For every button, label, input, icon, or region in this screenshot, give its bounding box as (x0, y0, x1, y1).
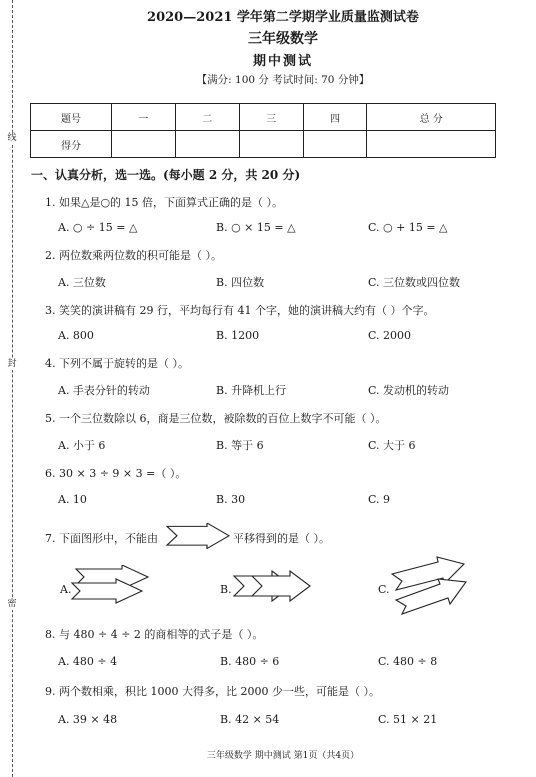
binding-margin (0, 0, 26, 777)
question-1: 1. 如果△是○的 15 倍，下面算式正确的是（ ）。 (45, 196, 284, 209)
score-table-header-row (31, 104, 496, 131)
exam-info: 【满分: 100 分 考试时间: 70 分钟】 (196, 74, 370, 86)
score-cell-total[interactable] (367, 131, 496, 158)
section-title: 一、认真分析，选一选。(每小题 2 分，共 20 分) (31, 168, 301, 182)
score-header-cell: 一 (112, 104, 176, 131)
q3-option-a[interactable]: A. 800 (58, 329, 94, 342)
score-row-label: 得分 (31, 131, 112, 158)
q7-option-c[interactable]: C. (378, 583, 390, 596)
exam-test-name: 期中测试 (252, 54, 313, 69)
question-3: 3. 笑笑的演讲稿有 29 行，平均每行有 41 个字，她的演讲稿大约有（ ）个字。 (45, 304, 435, 317)
q2-option-a[interactable]: A. 三位数 (58, 276, 106, 289)
score-header-cell: 题号 (31, 104, 112, 131)
q5-option-b[interactable]: B. 等于 6 (216, 439, 264, 452)
q7-option-a[interactable]: A. (60, 583, 72, 596)
question-4: 4. 下列不属于旋转的是（ ）。 (45, 357, 189, 370)
score-header-cell: 二 (175, 104, 239, 131)
score-table (30, 103, 496, 158)
score-cell-1[interactable] (112, 131, 176, 158)
score-header-cell: 四 (303, 104, 367, 131)
question-8: 8. 与 480 ÷ 4 ÷ 2 的商相等的式子是（ ）。 (45, 628, 264, 641)
question-9: 9. 两个数相乘，积比 1000 大得多，比 2000 少一些，可能是（ ）。 (45, 685, 380, 698)
q7-option-c-figure[interactable] (388, 556, 474, 616)
q6-option-a[interactable]: A. 10 (58, 493, 87, 506)
exam-subject: 三年级数学 (248, 31, 318, 47)
question-7-stem-end: 平移得到的是（ ）。 (233, 532, 330, 545)
binding-char-mi: 密 (3, 598, 21, 610)
q8-option-b[interactable]: B. 480 ÷ 6 (220, 655, 280, 668)
q2-option-b[interactable]: B. 四位数 (216, 276, 265, 289)
q1-option-c[interactable]: C. ○ + 15 = △ (368, 221, 448, 234)
q4-option-c[interactable]: C. 发动机的转动 (368, 384, 450, 397)
question-6: 6. 30 × 3 ÷ 9 × 3 =（ ）。 (45, 467, 187, 480)
q3-option-b[interactable]: B. 1200 (216, 329, 260, 342)
q3-option-c[interactable]: C. 2000 (368, 329, 412, 342)
q7-option-b[interactable]: B. (220, 583, 232, 596)
binding-char-feng: 封 (3, 358, 21, 370)
score-header-cell: 三 (239, 104, 303, 131)
score-cell-3[interactable] (239, 131, 303, 158)
q9-option-b[interactable]: B. 42 × 54 (220, 713, 280, 726)
page-footer: 三年级数学 期中测试 第1页（共4页） (206, 751, 360, 761)
binding-char-xian: 线 (3, 132, 21, 144)
q2-option-c[interactable]: C. 三位数或四位数 (368, 276, 461, 289)
q7-option-a-figure[interactable] (70, 565, 154, 605)
q4-option-b[interactable]: B. 升降机上行 (216, 384, 287, 397)
score-cell-4[interactable] (303, 131, 367, 158)
q5-option-a[interactable]: A. 小于 6 (58, 439, 106, 452)
q6-option-c[interactable]: C. 9 (368, 493, 391, 506)
question-5: 5. 一个三位数除以 6，商是三位数，被除数的百位上数字不可能（ ）。 (45, 412, 387, 425)
reference-arrow-figure (165, 523, 231, 549)
q8-option-c[interactable]: C. 480 ÷ 8 (378, 655, 438, 668)
q7-option-b-figure[interactable] (232, 570, 312, 604)
q5-option-c[interactable]: C. 大于 6 (368, 439, 416, 452)
q4-option-a[interactable]: A. 手表分针的转动 (58, 384, 150, 397)
q9-option-c[interactable]: C. 51 × 21 (378, 713, 438, 726)
q1-option-a[interactable]: A. ○ ÷ 15 = △ (58, 221, 138, 234)
score-table-score-row (31, 131, 496, 158)
q1-option-b[interactable]: B. ○ × 15 = △ (216, 221, 296, 234)
exam-title: 2020—2021 学年第二学期学业质量监测试卷 (147, 10, 419, 25)
question-2: 2. 两位数乘两位数的积可能是（ ）。 (45, 249, 222, 262)
q8-option-a[interactable]: A. 480 ÷ 4 (58, 655, 118, 668)
score-header-cell: 总 分 (367, 104, 496, 131)
q9-option-a[interactable]: A. 39 × 48 (58, 713, 118, 726)
score-cell-2[interactable] (175, 131, 239, 158)
binding-dashed-line (12, 0, 13, 777)
q6-option-b[interactable]: B. 30 (216, 493, 246, 506)
question-7-stem-start: 7. 下面图形中，不能由 (45, 532, 158, 545)
